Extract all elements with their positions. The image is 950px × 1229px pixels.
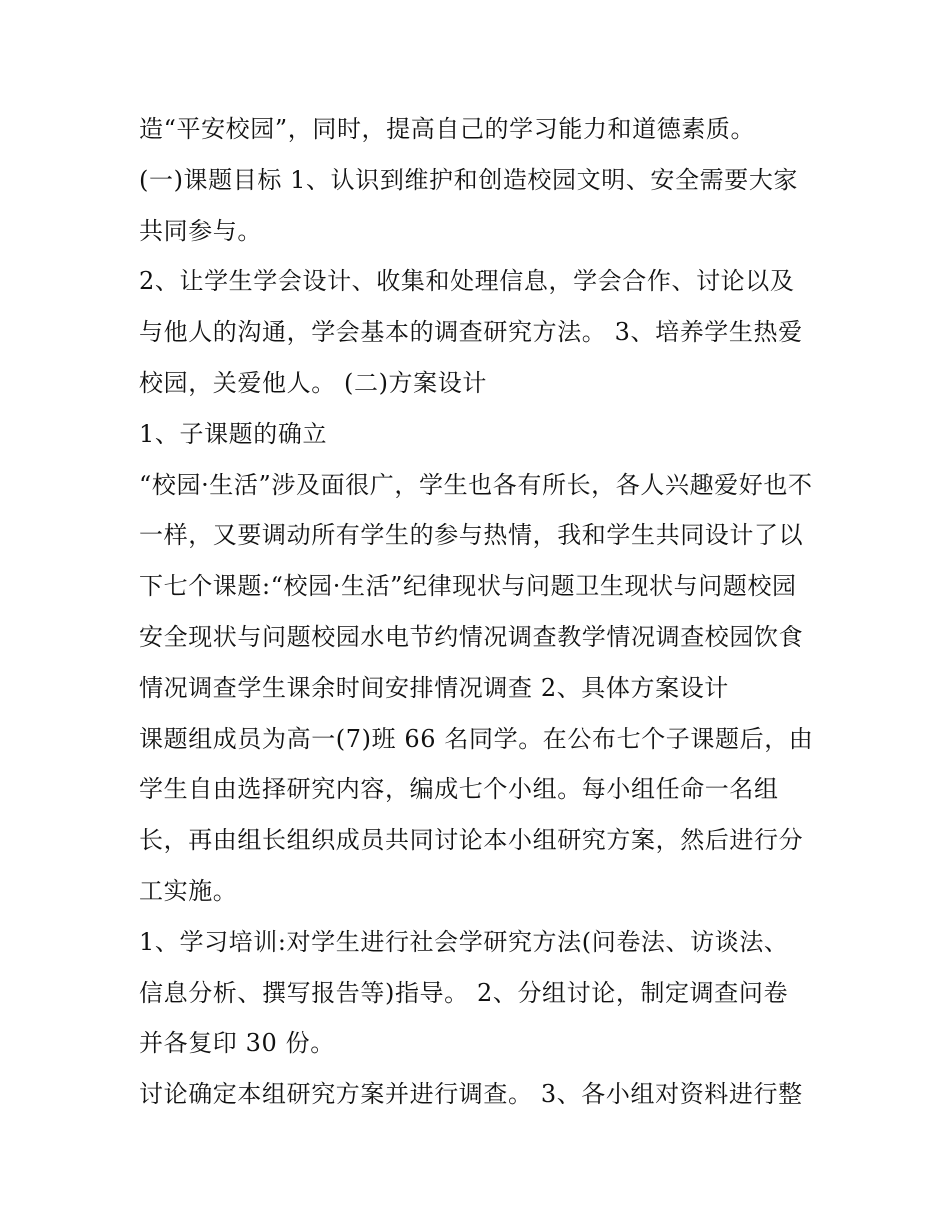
text-line: 讨论确定本组研究方案并进行调查。 3、各小组对资料进行整 (139, 1080, 803, 1109)
text-line: 学生自由选择研究内容，编成七个小组。每小组任命一名组 (139, 775, 779, 804)
text-line: “校园·生活”涉及面很广，学生也各有所长，各人兴趣爱好也不 (139, 470, 813, 499)
text-line: 校园，关爱他人。 (二)方案设计 (139, 368, 487, 397)
text-line: 2、让学生学会设计、收集和处理信息，学会合作、讨论以及 (139, 267, 795, 296)
document-body (139, 104, 819, 1120)
text-line: 1、学习培训:对学生进行社会学研究方法(问卷法、访谈法、 (139, 927, 789, 956)
text-line: 安全现状与问题校园水电节约情况调查教学情况调查校园饮食 (139, 622, 804, 651)
text-line: 一样，又要调动所有学生的参与热情，我和学生共同设计了以 (139, 521, 804, 550)
text-line: 共同参与。 (139, 216, 262, 245)
text-line: 课题组成员为高一(7)班 66 名同学。在公布七个子课题后，由 (139, 724, 814, 753)
text-line: 1、子课题的确立 (139, 419, 328, 448)
text-line: 造“平安校园”，同时，提高自己的学习能力和道德素质。 (139, 115, 756, 143)
text-line: 下七个课题:“校园·生活”纪律现状与问题卫生现状与问题校园 (139, 572, 797, 601)
text-line: (一)课题目标 1、认识到维护和创造校园文明、安全需要大家 (139, 165, 799, 194)
text-line: 与他人的沟通，学会基本的调查研究方法。 3、培养学生热爱 (139, 318, 803, 347)
text-line: 工实施。 (139, 876, 238, 905)
text-line: 信息分析、撰写报告等)指导。 2、分组讨论，制定调查问卷 (139, 978, 789, 1007)
text-line: 情况调查学生课余时间安排情况调查 2、具体方案设计 (139, 673, 729, 702)
text-line: 长，再由组长组织成员共同讨论本小组研究方案，然后进行分 (139, 826, 804, 855)
text-line: 并各复印 30 份。 (139, 1029, 335, 1058)
